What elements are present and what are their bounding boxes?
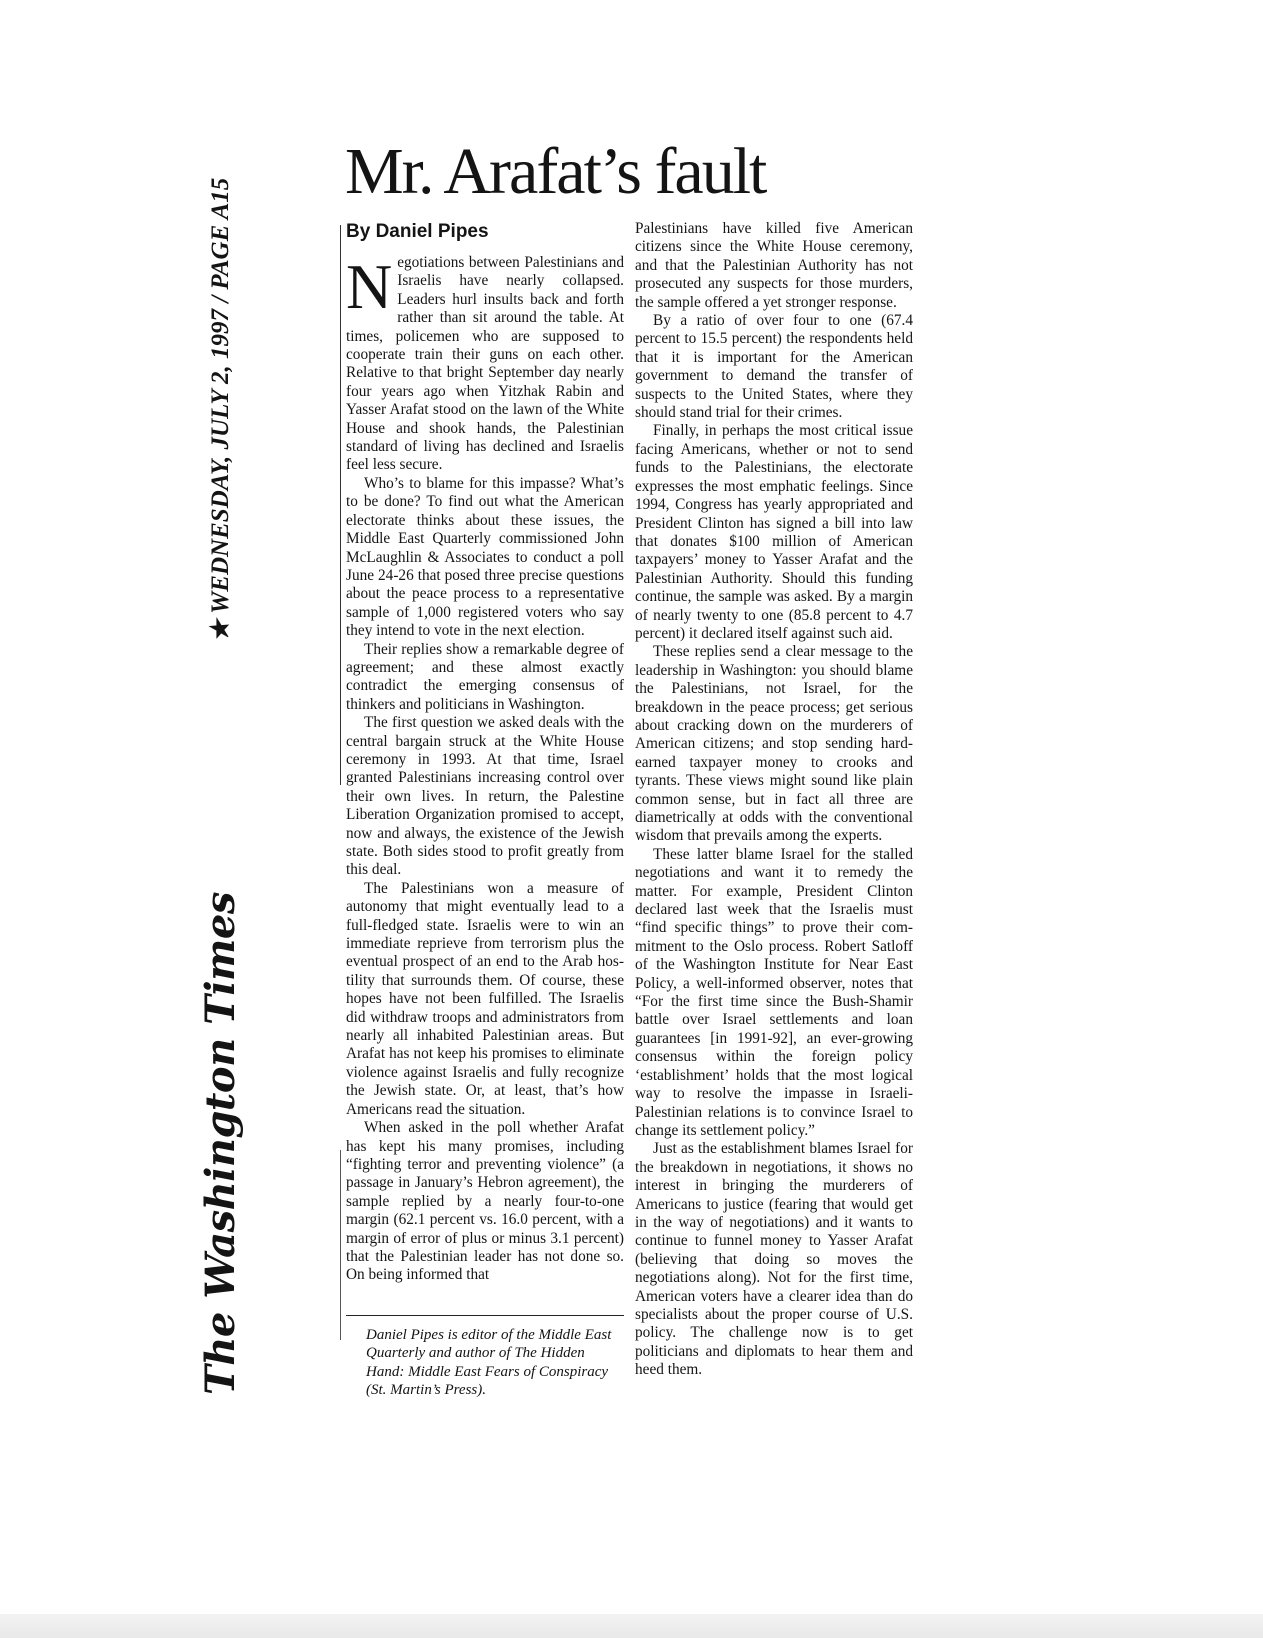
vertical-margin-label xyxy=(185,177,255,1500)
article-column-right xyxy=(635,220,913,1380)
vertical-margin-text xyxy=(185,177,255,1500)
dateline: ★ WEDNESDAY, JULY 2, 1997 / PAGE A15 xyxy=(207,177,234,643)
column-rule xyxy=(340,225,341,785)
newspaper-masthead: The Washington Times xyxy=(196,892,244,1395)
article-paragraph: These latter blame Israel for the stalled negotiations and want it to remedy the matter. For example, President Clinton declared last week that the Israelis must “find specific things” to prove their commitment to the Oslo process. Robert Satloff of the Washington Institute for Near East Policy, a well-informed observer, notes that “For the first time since the Bush-Shamir battle over Israel settlements and loan guarantees [in 1991-92], an ever-growing consensus within the foreign policy ‘establishment’ holds that the most logical way to resolve the impasse in Israeli-Palestinian relations is to convince Israel to change its settlement policy.” xyxy=(635,845,913,1139)
column-rule-lower xyxy=(340,1150,341,1340)
article-paragraph: These replies send a clear message to the leadership in Washington: you should blame the Palestinians, not Israel, for the breakdown in the peace process; get serious about cracking down on the murderers of American citizens; and stop sending hard-earned taxpayer money to crooks and tyrants. These views might sound like plain common sense, but in fact all three are diametrically at odds with the conventional wisdom that prevails among the experts. xyxy=(635,643,913,845)
article-paragraph: Negotiations between Palestinians and Israelis have nearly collapsed. Leaders hurl insults back and forth rather than sit around the table. At times, policemen who are supposed to cooperate train their guns on each other. Relative to that bright September day nearly four years ago when Yitzhak Rabin and Yasser Arafat stood on the lawn of the White House and shook hands, the Palestinian standard of living has declined and Israelis feel less secure. xyxy=(346,251,624,474)
author-bio: Daniel Pipes is editor of the Middle East Quarterly and author of The Hidden Hand: Middle East Fears of Conspiracy (St. Martin’s Press). xyxy=(366,1326,612,1399)
drop-cap: N xyxy=(346,251,393,322)
scan-page-edge xyxy=(0,1614,1263,1638)
article-column-left xyxy=(346,220,624,1400)
article-paragraph: The first question we asked deals with the central bargain struck at the White House ceremony in 1993. At that time, Israel granted Palestinians increasing control over their own lives. In return, the Palestine Liberation Organization promised to accept, now and always, the existence of the Jewish state. Both sides stood to profit greatly from this deal. xyxy=(346,714,624,879)
headline: Mr. Arafat’s fault xyxy=(345,135,766,208)
article-paragraph: Finally, in perhaps the most critical issue facing Americans, whether or not to send funds to the Palestinians, the electorate expresses the most emphatic feelings. Since 1994, Congress has yearly appropriated and President Clinton has signed a bill into law that donates $100 million of American taxpayers’ money to Yasser Arafat and the Palestinian Authority. Should this funding continue, the sample was asked. By a margin of nearly twenty to one (85.8 percent to 4.7 percent) it declared itself against such aid. xyxy=(635,422,913,642)
article-paragraph: Their replies show a remarkable degree of agreement; and these almost exactly contradict the emerging consensus of thinkers and politicians in Washington. xyxy=(346,640,624,713)
article-paragraph: The Palestinians won a measure of autonomy that might eventually lead to a full-fledged state. Israelis were to win an immediate reprieve from terrorism plus the eventual prospect of an end to the Arab hostility that surrounds them. Of course, these hopes have not been fulfilled. The Israelis did withdraw troops and administrators from nearly all inhabited Palestinian areas. But Arafat has not keep his promises to eliminate violence against Israelis and fully recognize the Jewish state. Or, at least, that’s how Americans read the situation. xyxy=(346,879,624,1118)
article-paragraph: Who’s to blame for this impasse? What’s to be done? To find out what the American electorate thinks about these issues, the Middle East Quarterly commissioned John McLaughlin & Associates to conduct a poll June 24-26 that posed three precise questions about the peace process to a representative sample of 1,000 registered voters who say they intend to vote in the next election. xyxy=(346,474,624,640)
article-paragraph: Just as the establishment blames Israel for the breakdown in negotiations, it shows no interest in bringing the murderers of Americans to justice (fearing that would get in the way of negotiations) and it wants to continue to funnel money to Yasser Arafat (believing that doing so moves the negotiations along). Not for the first time, American voters have a clearer idea than do specialists about the proper course of U.S. policy. The challenge now is to get politicians and diplomats to hear them and heed them. xyxy=(635,1140,913,1379)
article-paragraph: When asked in the poll whether Arafat has kept his many promises, including “fighting terror and preventing violence” (a passage in January’s Hebron agreement), the sample replied by a nearly four-to-one margin (62.1 percent vs. 16.0 percent, with a margin of error of plus or minus 3.1 percent) that the Palestinian leader has not done so. On being informed that xyxy=(346,1119,624,1284)
article-paragraph: Palestinians have killed five American citizens since the White House ceremony, and that the Palestinian Authority has not prosecuted any suspects for those murders, the sample offered a yet stronger response. xyxy=(635,220,913,311)
byline: By Daniel Pipes xyxy=(346,221,489,242)
bio-divider xyxy=(346,1315,624,1316)
article-paragraph: By a ratio of over four to one (67.4 percent to 15.5 percent) the respondents held that it is important for the American government to demand the transfer of suspects to the United States, where they should stand trial for their crimes. xyxy=(635,312,913,422)
